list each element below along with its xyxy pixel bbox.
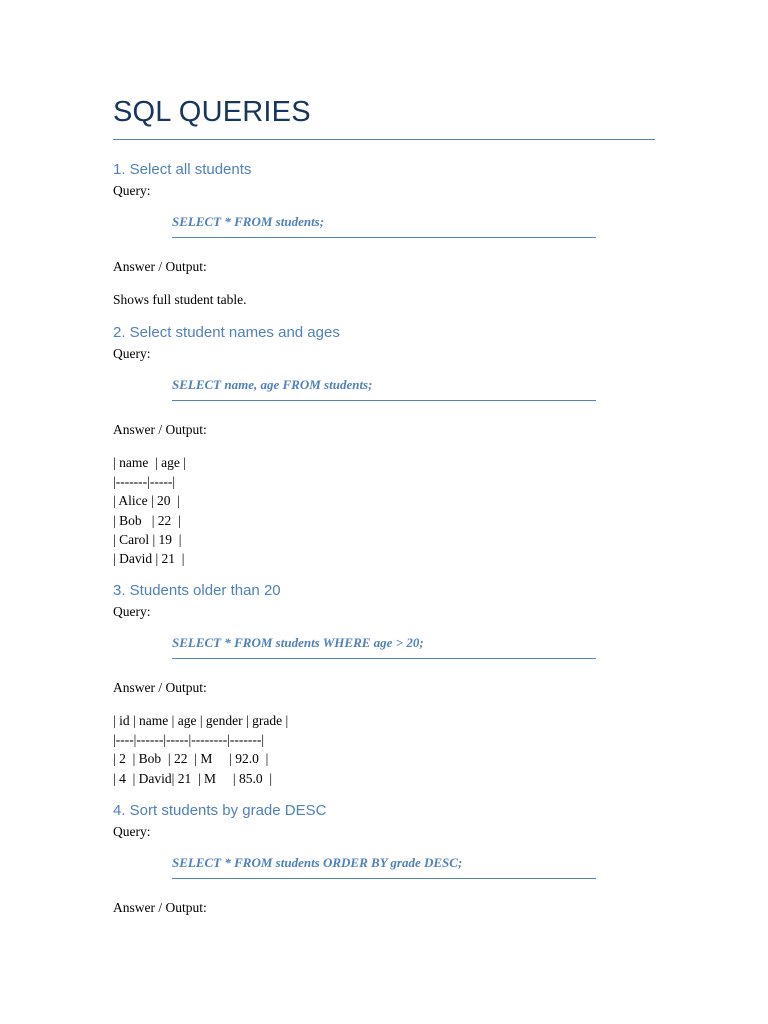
output-line: | 4 | David| 21 | M | 85.0 | (113, 770, 273, 786)
document-title: SQL QUERIES (113, 96, 311, 128)
answer-output (113, 711, 673, 788)
section-sort-by-grade (113, 801, 673, 917)
section-heading: 3. Students older than 20 (113, 582, 281, 599)
section-select-all (113, 160, 673, 309)
section-heading: 1. Select all students (113, 161, 252, 178)
output-line: |-------|-----| (113, 474, 176, 490)
answer-label: Answer / Output: (113, 900, 207, 915)
answer-output (113, 290, 673, 309)
query-text: SELECT * FROM students ORDER BY grade DESC; (172, 854, 596, 879)
section-heading: 2. Select student names and ages (113, 324, 340, 341)
section-heading: 4. Sort students by grade DESC (113, 802, 327, 819)
title-underline (113, 139, 655, 140)
query-label: Query: (113, 604, 151, 619)
section-older-than-20 (113, 581, 673, 788)
output-line: | Bob | 22 | (113, 512, 181, 528)
query-label: Query: (113, 183, 151, 198)
answer-label: Answer / Output: (113, 259, 207, 274)
output-line: |----|------|-----|--------|-------| (113, 732, 265, 748)
output-line: | Carol | 19 | (113, 531, 182, 547)
output-line: | David | 21 | (113, 550, 185, 566)
section-names-ages (113, 323, 673, 568)
output-line: | name | age | (113, 455, 186, 470)
output-line: | id | name | age | gender | grade | (113, 713, 289, 728)
output-line: Shows full student table. (113, 292, 247, 307)
answer-label: Answer / Output: (113, 680, 207, 695)
output-line: | 2 | Bob | 22 | M | 92.0 | (113, 751, 269, 767)
answer-label: Answer / Output: (113, 422, 207, 437)
answer-output (113, 453, 673, 568)
output-line: | Alice | 20 | (113, 493, 180, 509)
query-text: SELECT name, age FROM students; (172, 376, 596, 401)
query-text: SELECT * FROM students WHERE age > 20; (172, 634, 596, 659)
query-text: SELECT * FROM students; (172, 213, 596, 238)
query-label: Query: (113, 346, 151, 361)
query-label: Query: (113, 824, 151, 839)
